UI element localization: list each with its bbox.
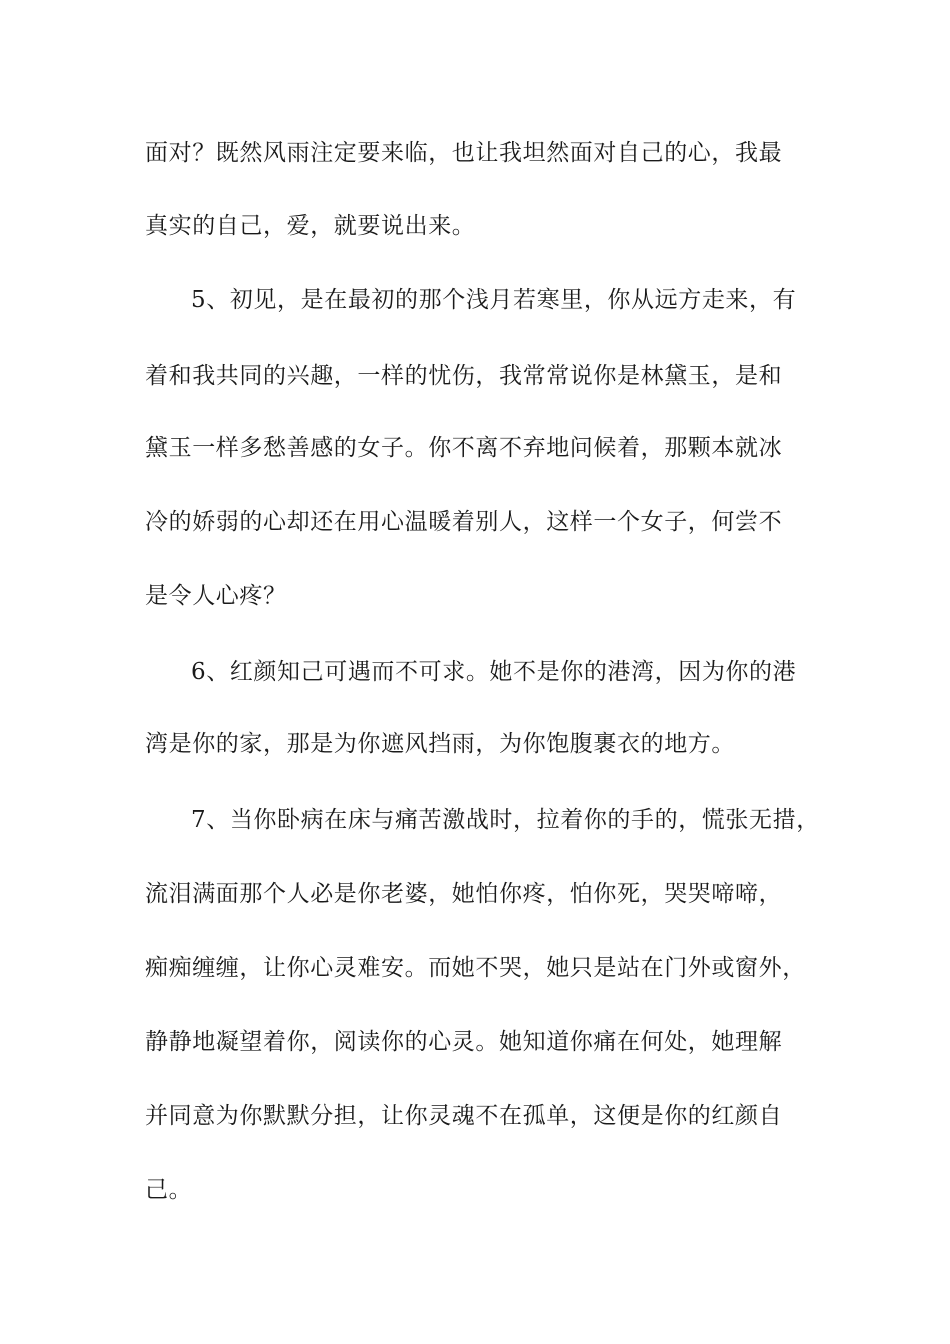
text-line: 黛玉一样多愁善感的女子。你不离不弃地问候着，那颗本就冰 [145,435,783,461]
text-line: 己。 [145,1177,193,1203]
text-line: 着和我共同的兴趣，一样的忧伤，我常常说你是林黛玉，是和 [145,363,783,389]
text-line: 流泪满面那个人必是你老婆，她怕你疼，怕你死，哭哭啼啼， [145,881,783,907]
text-line: 面对？既然风雨注定要来临，也让我坦然面对自己的心，我最 [145,140,783,166]
text-line: 静静地凝望着你，阅读你的心灵。她知道你痛在何处，她理解 [145,1029,783,1055]
text-line: 冷的娇弱的心却还在用心温暖着别人，这样一个女子，何尝不 [145,509,783,535]
text-line: 真实的自己，爱，就要说出来。 [145,213,476,239]
text-line: 并同意为你默默分担，让你灵魂不在孤单，这便是你的红颜自 [145,1103,783,1129]
paragraph-start-line: 7、当你卧病在床与痛苦激战时，拉着你的手的，慌张无措， [191,807,820,833]
text-line: 痴痴缠缠，让你心灵难安。而她不哭，她只是站在门外或窗外， [145,955,806,981]
text-line: 是令人心疼？ [145,583,287,609]
paragraph-start-line: 5、初见，是在最初的那个浅月若寒里，你从远方走来，有 [191,287,797,313]
text-line: 湾是你的家，那是为你遮风挡雨，为你饱腹裹衣的地方。 [145,731,735,757]
paragraph-start-line: 6、红颜知己可遇而不可求。她不是你的港湾，因为你的港 [191,659,797,685]
